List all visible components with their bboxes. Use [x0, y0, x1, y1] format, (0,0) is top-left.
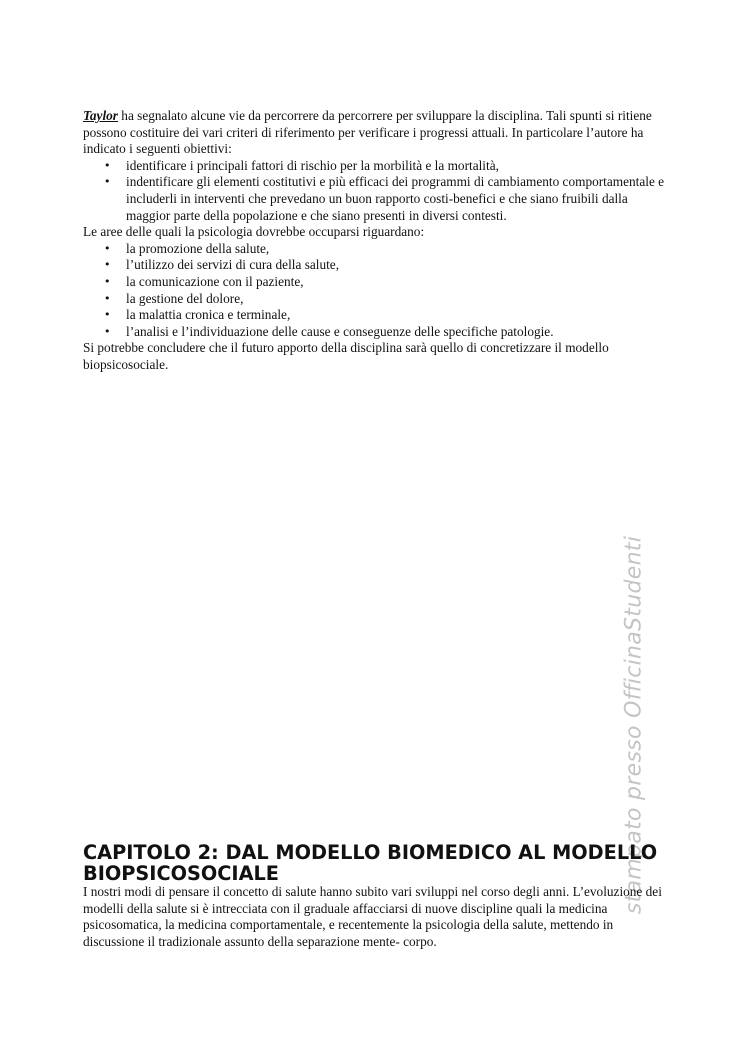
page-content — [83, 108, 665, 374]
areas-intro: Le aree delle quali la psicologia dovrebbe occuparsi riguardano: — [83, 224, 425, 240]
intro-paragraph — [83, 108, 665, 158]
intro-text: ha segnalato alcune vie da percorrere da percorrere per sviluppare la disciplina. Tali spunti si ritiene possono costituire dei vari criteri di riferimento per verificare i progressi attuali. In particolare l’autore ha indicato i seguenti obiettivi: — [83, 108, 652, 157]
chapter-title: CAPITOLO 2: DAL MODELLO BIOMEDICO AL MODELLO BIOPSICOSOCIALE — [83, 841, 658, 885]
list-item: • l’analisi e l’individuazione delle cause e conseguenze delle specifiche patologie. — [126, 324, 665, 341]
list-item: • l’utilizzo dei servizi di cura della salute, — [126, 257, 665, 274]
list-item: • la gestione del dolore, — [126, 291, 665, 308]
chapter-body: I nostri modi di pensare il concetto di salute hanno subito vari sviluppi nel corso degli anni. L’evoluzione dei modelli della salute si è intrecciata con il graduale affacciarsi di nuove discipline quali la medicina psicosomatica, la medicina comportamentale, e recentemente la psicologia della salute, mettendo in discussione il tradizionale assunto della separazione mente- corpo. — [83, 884, 662, 949]
list-item: • indentificare gli elementi costitutivi e più efficaci dei programmi di cambiamento comportamentale e includerli in interventi che prevedano un buon rapporto costi-benefici e che siano fruibili dalla maggior parte della popolazione e che siano presenti in diversi contesti. — [126, 174, 665, 224]
list-item: • identificare i principali fattori di rischio per la morbilità e la mortalità, — [126, 158, 665, 175]
watermark: stampato presso OfficinaStudenti — [621, 535, 647, 915]
list-item: • la promozione della salute, — [126, 241, 665, 258]
objectives-list — [83, 158, 665, 224]
conclusion-paragraph: Si potrebbe concludere che il futuro apporto della disciplina sarà quello di concretizzare il modello biopsicosociale. — [83, 340, 609, 372]
areas-list — [83, 241, 665, 341]
list-item: • la comunicazione con il paziente, — [126, 274, 665, 291]
list-item: • la malattia cronica e terminale, — [126, 307, 665, 324]
author-name: Taylor — [83, 108, 118, 123]
chapter-section — [83, 842, 673, 950]
